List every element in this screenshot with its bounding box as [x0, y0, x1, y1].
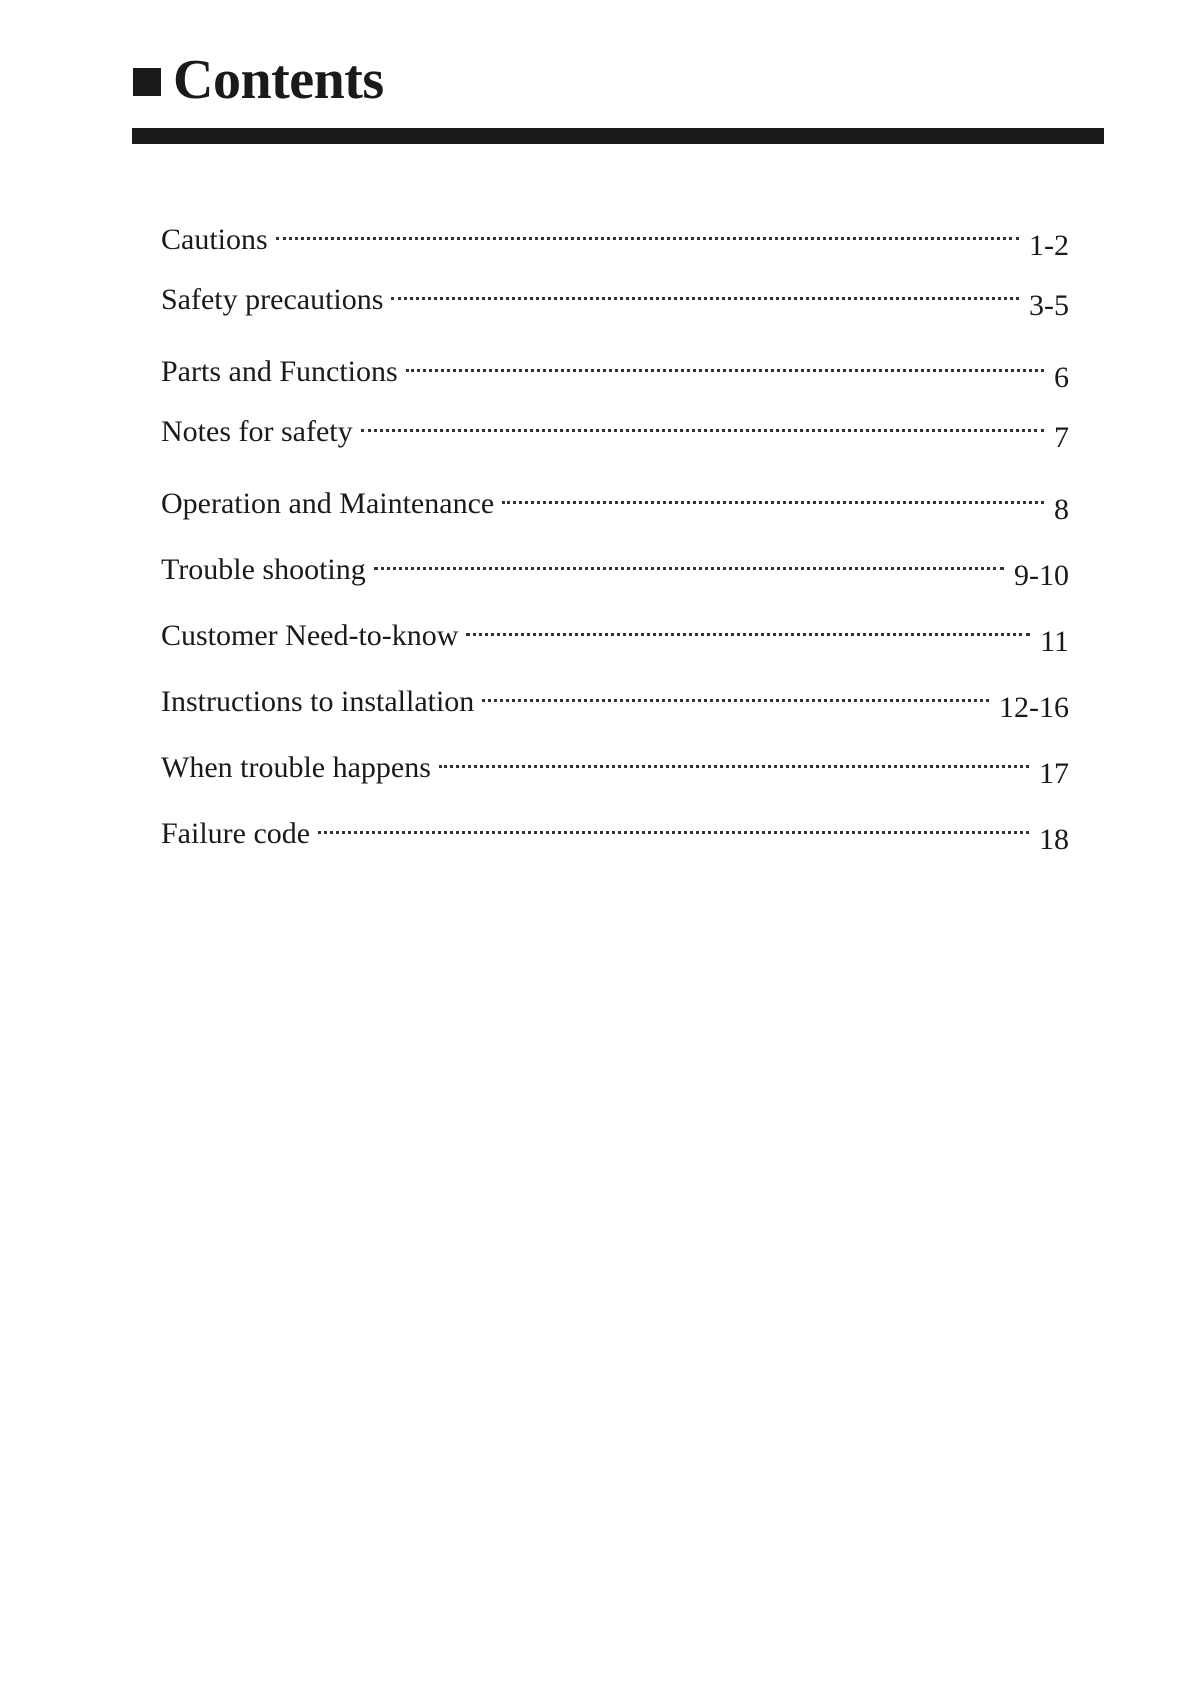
toc-entry-failure-code	[161, 814, 1069, 854]
toc-entry-label: Instructions to installation	[161, 685, 475, 718]
toc-entry-notes-for-safety	[161, 412, 1069, 452]
toc-entry-trouble-shooting	[161, 550, 1069, 590]
toc-entry-page: 18	[1039, 823, 1069, 856]
dot-leader	[466, 633, 1030, 636]
toc-entry-label: Failure code	[161, 817, 311, 850]
page-title: Contents	[173, 49, 384, 111]
dot-leader	[361, 429, 1044, 432]
toc-entry-customer-need-to-know	[161, 616, 1069, 656]
dot-leader	[318, 831, 1029, 834]
toc-entry-page: 7	[1054, 421, 1069, 454]
toc-entry-label: Cautions	[161, 223, 268, 256]
dot-leader	[406, 369, 1044, 372]
toc-entry-page: 3-5	[1029, 289, 1069, 322]
dot-leader	[502, 501, 1044, 504]
toc-entry-label: Parts and Functions	[161, 355, 398, 388]
toc-entry-page: 17	[1039, 757, 1069, 790]
toc-entry-page: 11	[1040, 625, 1069, 658]
toc-entry-instructions-to-installation	[161, 682, 1069, 722]
toc-entry-label: Customer Need-to-know	[161, 619, 459, 652]
dot-leader	[276, 237, 1019, 240]
toc-entry-label: When trouble happens	[161, 751, 431, 784]
toc-entry-page: 6	[1054, 361, 1069, 394]
toc-entry-page: 8	[1054, 493, 1069, 526]
toc-entry-label: Safety precautions	[161, 283, 384, 316]
toc-entry-when-trouble-happens	[161, 748, 1069, 788]
dot-leader	[439, 765, 1029, 768]
toc-entry-label: Notes for safety	[161, 415, 353, 448]
toc-entry-label: Trouble shooting	[161, 553, 366, 586]
toc-entry-cautions	[161, 220, 1069, 260]
dot-leader	[391, 297, 1019, 300]
title-rule	[132, 128, 1104, 144]
toc-entry-parts-and-functions	[161, 352, 1069, 392]
page-header	[133, 49, 384, 111]
toc-entry-page: 1-2	[1029, 229, 1069, 262]
toc-entry-page: 9-10	[1014, 559, 1069, 592]
square-bullet-icon	[133, 68, 161, 96]
toc-entry-operation-and-maintenance	[161, 484, 1069, 524]
dot-leader	[374, 567, 1004, 570]
toc-entry-page: 12-16	[999, 691, 1069, 724]
toc-entry-label: Operation and Maintenance	[161, 487, 495, 520]
toc-entry-safety-precautions	[161, 280, 1069, 320]
dot-leader	[482, 699, 989, 702]
